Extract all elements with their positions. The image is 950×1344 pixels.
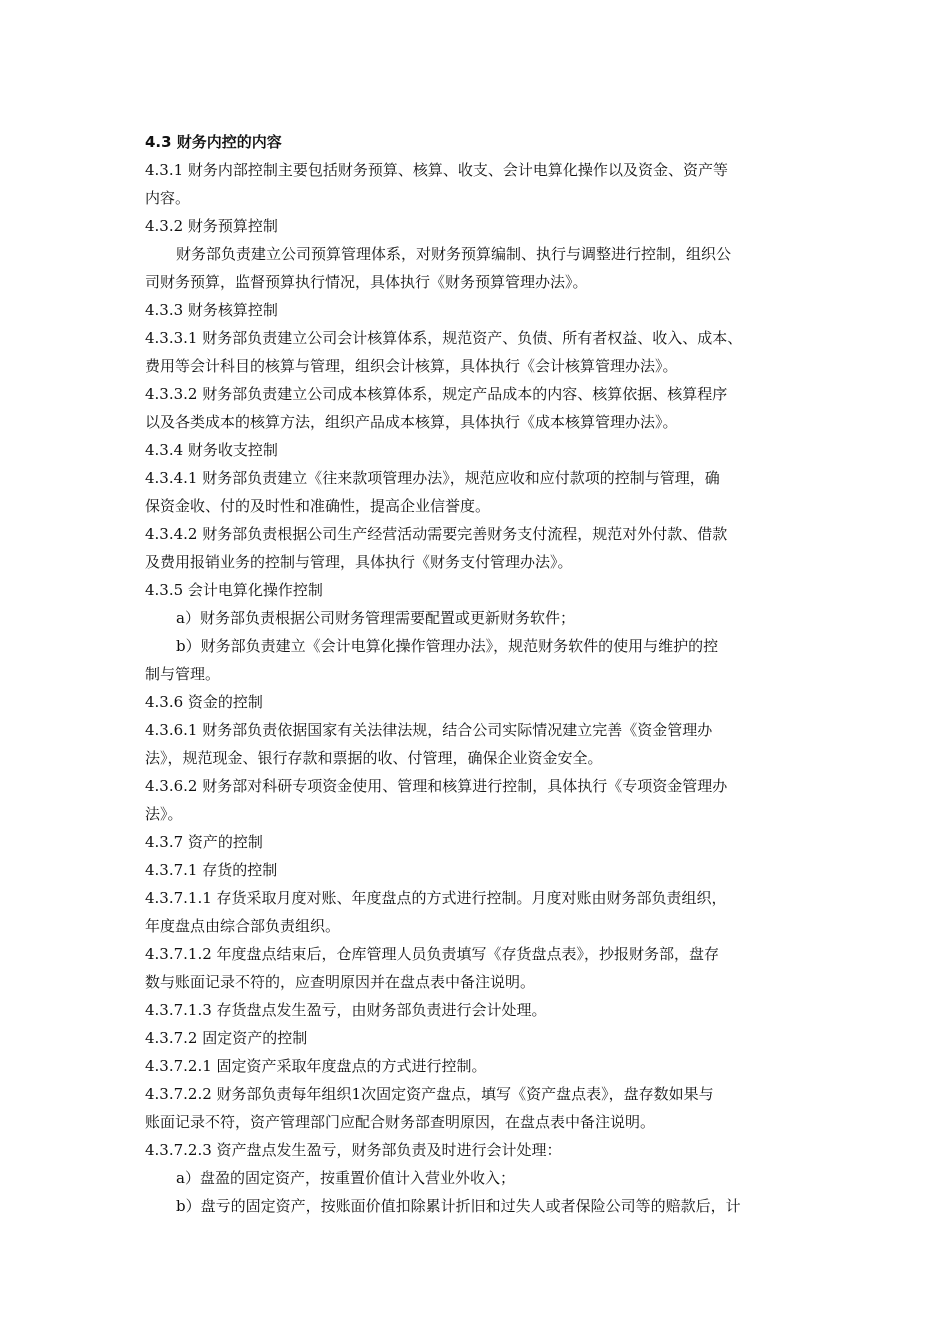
text-line: 账面记录不符，资产管理部门应配合财务部查明原因，在盘点表中备注说明。 [145,1113,656,1131]
text-line: 费用等会计科目的核算与管理，组织会计核算，具体执行《会计核算管理办法》。 [145,357,678,375]
text-line: b）财务部负责建立《会计电算化操作管理办法》，规范财务软件的使用与维护的控 [176,637,719,655]
text-line: 财务部负责建立公司预算管理体系，对财务预算编制、执行与调整进行控制，组织公 [176,245,732,263]
text-line: 内容。 [145,189,191,207]
text-line: 4.3.3.2 财务部负责建立公司成本核算体系，规定产品成本的内容、核算依据、核算程序 [145,385,728,403]
text-line: 4.3.7.2.1 固定资产采取年度盘点的方式进行控制。 [145,1057,487,1075]
text-line: 4.3.6.1 财务部负责依据国家有关法律法规，结合公司实际情况建立完善《资金管理办 [145,721,713,739]
text-line: 制与管理。 [145,665,221,683]
text-line: 法》，规范现金、银行存款和票据的收、付管理，确保企业资金安全。 [145,749,603,767]
text-line: 4.3.7.2.3 资产盘点发生盈亏，财务部负责及时进行会计处理： [145,1141,562,1159]
text-line: 法》。 [145,805,183,823]
text-line: 4.3.6.2 财务部对科研专项资金使用、管理和核算进行控制，具体执行《专项资金管理办 [145,777,728,795]
text-line: 以及各类成本的核算方法，组织产品成本核算，具体执行《成本核算管理办法》。 [145,413,678,431]
text-line: 年度盘点由综合部负责组织。 [145,917,341,935]
text-line: 4.3.4.2 财务部负责根据公司生产经营活动需要完善财务支付流程，规范对外付款、借款 [145,525,728,543]
text-line: 保资金收、付的及时性和准确性，提高企业信誉度。 [145,497,491,515]
text-line: a）盘盈的固定资产，按重置价值计入营业外收入； [176,1169,515,1187]
text-line: 4.3.6 资金的控制 [145,693,263,711]
text-line: 4.3.7 资产的控制 [145,833,263,851]
text-line: 4.3.4 财务收支控制 [145,441,278,459]
text-line: 4.3.7.1.2 年度盘点结束后，仓库管理人员负责填写《存货盘点表》，抄报财务部，盘存 [145,945,720,963]
text-line: 4.3.1 财务内部控制主要包括财务预算、核算、收支、会计电算化操作以及资金、资产等 [145,161,728,179]
text-line: b）盘亏的固定资产，按账面价值扣除累计折旧和过失人或者保险公司等的赔款后，计 [176,1197,741,1215]
text-line: 4.3.2 财务预算控制 [145,217,278,235]
text-line: 4.3.7.1.1 存货采取月度对账、年度盘点的方式进行控制。月度对账由财务部负责组织， [145,889,727,907]
text-line: 4.3.5 会计电算化操作控制 [145,581,323,599]
text-line: 4.3.7.2.2 财务部负责每年组织1次固定资产盘点，填写《资产盘点表》，盘存数如果与 [145,1085,714,1103]
text-line: 4.3.7.2 固定资产的控制 [145,1029,308,1047]
section-heading: 4.3 财务内控的内容 [145,133,282,151]
document-body [145,128,825,1220]
text-line: 4.3.7.1 存货的控制 [145,861,278,879]
text-line: 数与账面记录不符的，应查明原因并在盘点表中备注说明。 [145,973,536,991]
text-line: 司财务预算，监督预算执行情况，具体执行《财务预算管理办法》。 [145,273,588,291]
text-line: 4.3.3 财务核算控制 [145,301,278,319]
text-line: 4.3.7.1.3 存货盘点发生盈亏，由财务部负责进行会计处理。 [145,1001,547,1019]
text-line: 4.3.4.1 财务部负责建立《往来款项管理办法》，规范应收和应付款项的控制与管理，确 [145,469,720,487]
text-line: a）财务部负责根据公司财务管理需要配置或更新财务软件； [176,609,575,627]
text-line: 及费用报销业务的控制与管理，具体执行《财务支付管理办法》。 [145,553,573,571]
text-line: 4.3.3.1 财务部负责建立公司会计核算体系，规范资产、负债、所有者权益、收入、成本、 [145,329,743,347]
